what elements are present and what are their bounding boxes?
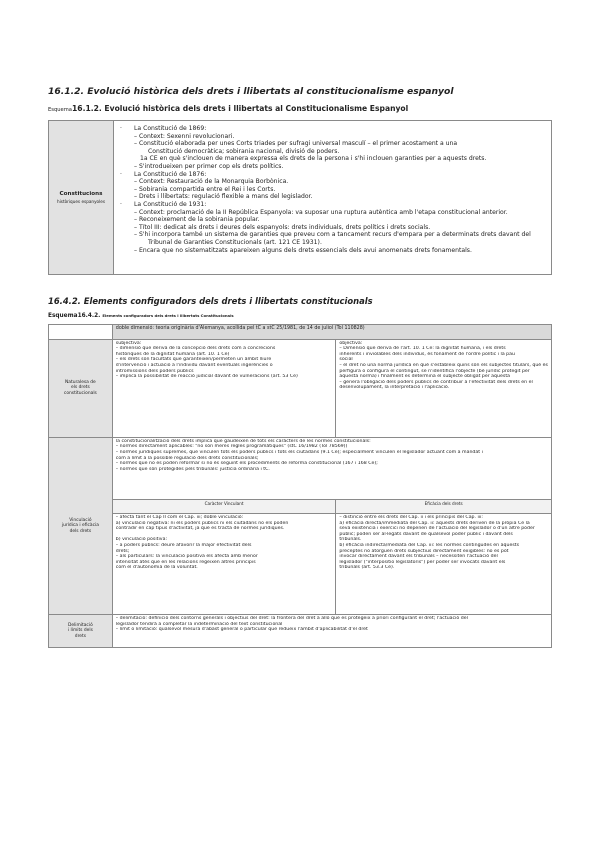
- list-item: – Sobirania compartida entre el Rei i les Corts.: [134, 185, 276, 193]
- text-line: d'intervenció i actuació a l'individu davant eventuals ingerències o: [115, 363, 273, 369]
- list-item: – S'hi incorpora també un sistema de garanties que preveu com a tancament recurs d'empara per a determinats drets davant del: [134, 231, 531, 239]
- text-line: – normes que són protegides pels tribunals: justícia ordinària i tC.: [115, 466, 270, 472]
- list-item: · La Constitució de 1869:: [120, 125, 545, 133]
- text-line: desenvolupament, la interpretació i l'aplicació.: [339, 385, 450, 391]
- text-line: aquesta norma) i finalment es determina el subjecte obligat per aquesta: [339, 374, 511, 380]
- scheme-prefix: Esquema: [48, 313, 78, 319]
- text-line: – a poders públics: deure afavorir la major efectivitat dels: [115, 542, 252, 548]
- list-item: – S'introdueixen per primer cop els drets polítics.: [134, 162, 284, 170]
- text-line: – implica la possibilitat de reacció judicial davant de vulneracions (art. 53 Ce): [115, 374, 298, 380]
- delimitation-cell: [112, 615, 551, 648]
- text-line: – límit o limitació: qualsevol mesura d'abast general o particular que redueix l'àmbit d'aplicabilitat d'el dret: [115, 627, 368, 633]
- table-content-cell: [114, 121, 552, 275]
- text-line: b) vinculació positiva:: [115, 537, 168, 543]
- text-line: inherents i inviolables dels individus, és fonament de l'ordre polític i la pau: [339, 351, 516, 357]
- constitutions-list: [120, 125, 545, 254]
- row-label-delimitation: [49, 615, 113, 648]
- list-item: Constitució democràtica; sobirania nacional, divisió de poders.: [148, 147, 340, 155]
- section-heading-16-4-2: 16.4.2. Elements configuradors dels drets i llibertats constitucionals: [48, 296, 373, 306]
- text-line: – el dret no una norma jurídica en què s'estableix quins són els subjectes titulars, què és: [339, 363, 548, 369]
- text-line: social: [339, 357, 353, 363]
- text-line: subjectiva:: [115, 340, 142, 346]
- text-line: – afecta tant el Cap II com el Cap. iii; doble vinculació:: [115, 514, 244, 520]
- scheme-title: 16.1.2. Evolució històrica dels drets i llibertats al Constitucionalisme Espanyol: [72, 104, 409, 113]
- list-item: Tribunal de Garanties Constitucionals (art. 121 CE 1931).: [148, 238, 322, 246]
- text-line: – normes jurídiques supremes, que vinculen tots els poders públics i tots els ciutadans (9.1 Ce); especialment vinculen el legislador actuant com a mandat i: [115, 449, 483, 455]
- objective-dimension-list: [339, 341, 548, 391]
- text-line: – normes directament aplicables: "no són meres regles programàtiques" (stC 16/1982 (Tol 78569)): [115, 444, 348, 450]
- text-line: – dimensió que deriva de la concepció dels drets com a concrecions: [115, 346, 276, 352]
- text-line: invocar directament davant els tribunals – necessiten l'actuació del: [339, 554, 498, 560]
- rights-efficacy-header: Eficàcia dels drets: [336, 499, 552, 513]
- scheme-number: 16.4.2.: [77, 313, 101, 319]
- binding-character-header: Caràcter Vinculant: [112, 499, 336, 513]
- row-label-binding: [49, 437, 113, 615]
- objective-dimension-cell: [336, 339, 552, 437]
- text-line: preceptes no atorguen drets subjectius directament exigibles: no es pot: [339, 548, 509, 554]
- delimitation-list: [116, 616, 548, 633]
- text-line: a) vinculació negativa: ni els poders públics ni els ciutadans no els poden: [115, 520, 289, 526]
- list-item: · La Constitució de 1876:: [120, 171, 545, 179]
- text-line: intromissions dels poders públics: [115, 368, 194, 374]
- label-line-3: constitucionals: [63, 391, 97, 397]
- double-dimension-text: doble dimensió: teoria originària d'Alemanya, acollida pel tC a stC 25/1981, de 14 de juliol (Tol 110828): [115, 326, 365, 331]
- section-heading-16-1-2: 16.1.2. Evolució històrica dels drets i llibertats al constitucionalisme espanyol: [48, 86, 454, 97]
- scheme-subheading-16-1-2: [48, 104, 408, 113]
- double-dimension-header: [112, 325, 551, 340]
- empty-corner-cell: [49, 325, 113, 340]
- label-title: Constitucions: [59, 191, 103, 197]
- binding-character-list: [116, 515, 333, 571]
- text-line: – els drets són facultats que garanteixen/permeten un àmbit lliure: [115, 357, 272, 363]
- label-line-3: drets: [74, 633, 86, 639]
- scheme-title: Elements configuradors dels drets i llibertats Constitucionals: [102, 313, 234, 318]
- text-line: públic; poden ser al·legats davant de qualsevol poder públic i davant dels: [339, 531, 513, 537]
- list-item: – Constitució elaborada per unes Corts triades per sufragi universal masculí – el primer acostament a una: [134, 140, 458, 148]
- row-label-nature: [49, 339, 113, 437]
- list-item: – Context: Restauració de la Monarquia Borbònica.: [134, 178, 289, 186]
- text-line: a) eficàcia directa/immediata del Cap. ii: aquests drets deriven de la pròpia Ce la: [339, 520, 530, 526]
- text-line: seva existència i exercici no depenen de l'actuació del legislador o d'un altre poder: [339, 526, 535, 532]
- text-line: – Dimensió que deriva de l'art. 10. 1 Ce: la dignitat humana, i els drets: [339, 346, 506, 352]
- text-line: contradir en cap tipus d'activitat, ja que es tracta de normes jurídiques.: [115, 526, 285, 532]
- scheme-prefix: Esquema: [48, 107, 72, 113]
- constitutionalization-list: [116, 439, 548, 473]
- scheme-subheading-16-4-2: [48, 313, 234, 319]
- text-line: com a límit a la possible regulació dels drets constitucionals;: [115, 455, 259, 461]
- list-item: – Reconeixement de la sobirania popular.: [134, 216, 260, 224]
- text-line: objectiva:: [339, 340, 363, 346]
- text-line: tribunals (art. 53.3 Ce).: [339, 565, 395, 571]
- rights-efficacy-list: [339, 515, 548, 571]
- list-item: 1a CE en què s'inclouen de manera expressa els drets de la persona i s'hi inclouen garanties per a aquests drets.: [140, 155, 487, 163]
- text-line: – als particulars: la vinculació positiva els afecta amb menor: [115, 554, 258, 560]
- label-line-2: els drets: [70, 385, 90, 391]
- text-line: – genera l'obligació dels poders públics de contribuir a l'efectivitat dels drets en el: [339, 379, 533, 385]
- binding-character-cell: [112, 513, 336, 614]
- text-line: històriques de la dignitat humana (art. 10. 1 Ce): [115, 351, 230, 357]
- subjective-dimension-cell: [112, 339, 336, 437]
- label-line-1: Vinculació: [69, 517, 92, 523]
- list-item: · La Constitució de 1931:: [120, 201, 545, 209]
- text-line: legislador tendirà a completar la indeterminació del text constitucional: [115, 621, 283, 627]
- text-line: – distinció entre els drets del Cap. ii i els principis del Cap. iii:: [339, 514, 484, 520]
- text-line: – normes que no es poden reformar si no és seguint els procediments de reforma constitucional (167 i 168 Ce);: [115, 461, 378, 467]
- text-line: – delimitació: definició dels contorns generals i objectius del dret: la frontera del dret a allò que es protegeix a priori configurant el dret; l'actuació del: [115, 616, 468, 622]
- text-line: com el d'autonomia de la voluntat.: [115, 565, 198, 571]
- elements-table: [48, 324, 552, 648]
- text-line: legislador ("interpositio legislatoris") per poder ser invocats davant els: [339, 559, 506, 565]
- text-line: intensitat atès que en les relacions regeixen altres principis: [115, 559, 256, 565]
- list-item: – Drets i llibertats: regulació flexible a mans del legislador.: [134, 193, 313, 201]
- list-item: – Context: proclamació de la II República Espanyola: va suposar una ruptura autèntica amb l'etapa constitucional anterior.: [134, 208, 508, 216]
- table-label-cell: [49, 121, 114, 275]
- text-line: la constitucionalització dels drets implica que gaudeixen de tots els caràcters de les normes constitucionals:: [115, 438, 371, 444]
- label-line-2: i límits dels: [67, 628, 93, 634]
- label-line-1: Delimitació: [68, 622, 93, 628]
- label-subtitle: històriques espanyoles: [56, 199, 106, 204]
- label-line-1: Naturalesa de: [65, 379, 96, 385]
- list-item: – Encara que no sistematitzats apareixen alguns dels drets essencials dels avui anomenats drets fonamentals.: [134, 246, 472, 254]
- list-item: – Context: Sexenni revolucionari.: [134, 132, 235, 140]
- rights-efficacy-cell: [336, 513, 552, 614]
- text-line: perfigura o configura el contingut, se n'identifica l'objecte (bé jurídic protegit per: [339, 368, 530, 374]
- text-line: drets;: [115, 548, 130, 554]
- historical-constitutions-table: [48, 120, 552, 275]
- list-item: – Títol III: dedicat als drets i deures dels espanyols: drets individuals, drets polítics i drets socials.: [134, 223, 431, 231]
- constitutionalization-cell: [112, 437, 551, 499]
- text-line: tribunals.: [339, 537, 362, 543]
- label-line-3: dels drets: [69, 528, 92, 534]
- text-line: b) eficàcia indirecta/mediata del Cap. iii: les normes contingudes en aquests: [339, 542, 520, 548]
- label-line-2: jurídica i eficàcia: [61, 523, 99, 529]
- subjective-dimension-list: [116, 341, 333, 380]
